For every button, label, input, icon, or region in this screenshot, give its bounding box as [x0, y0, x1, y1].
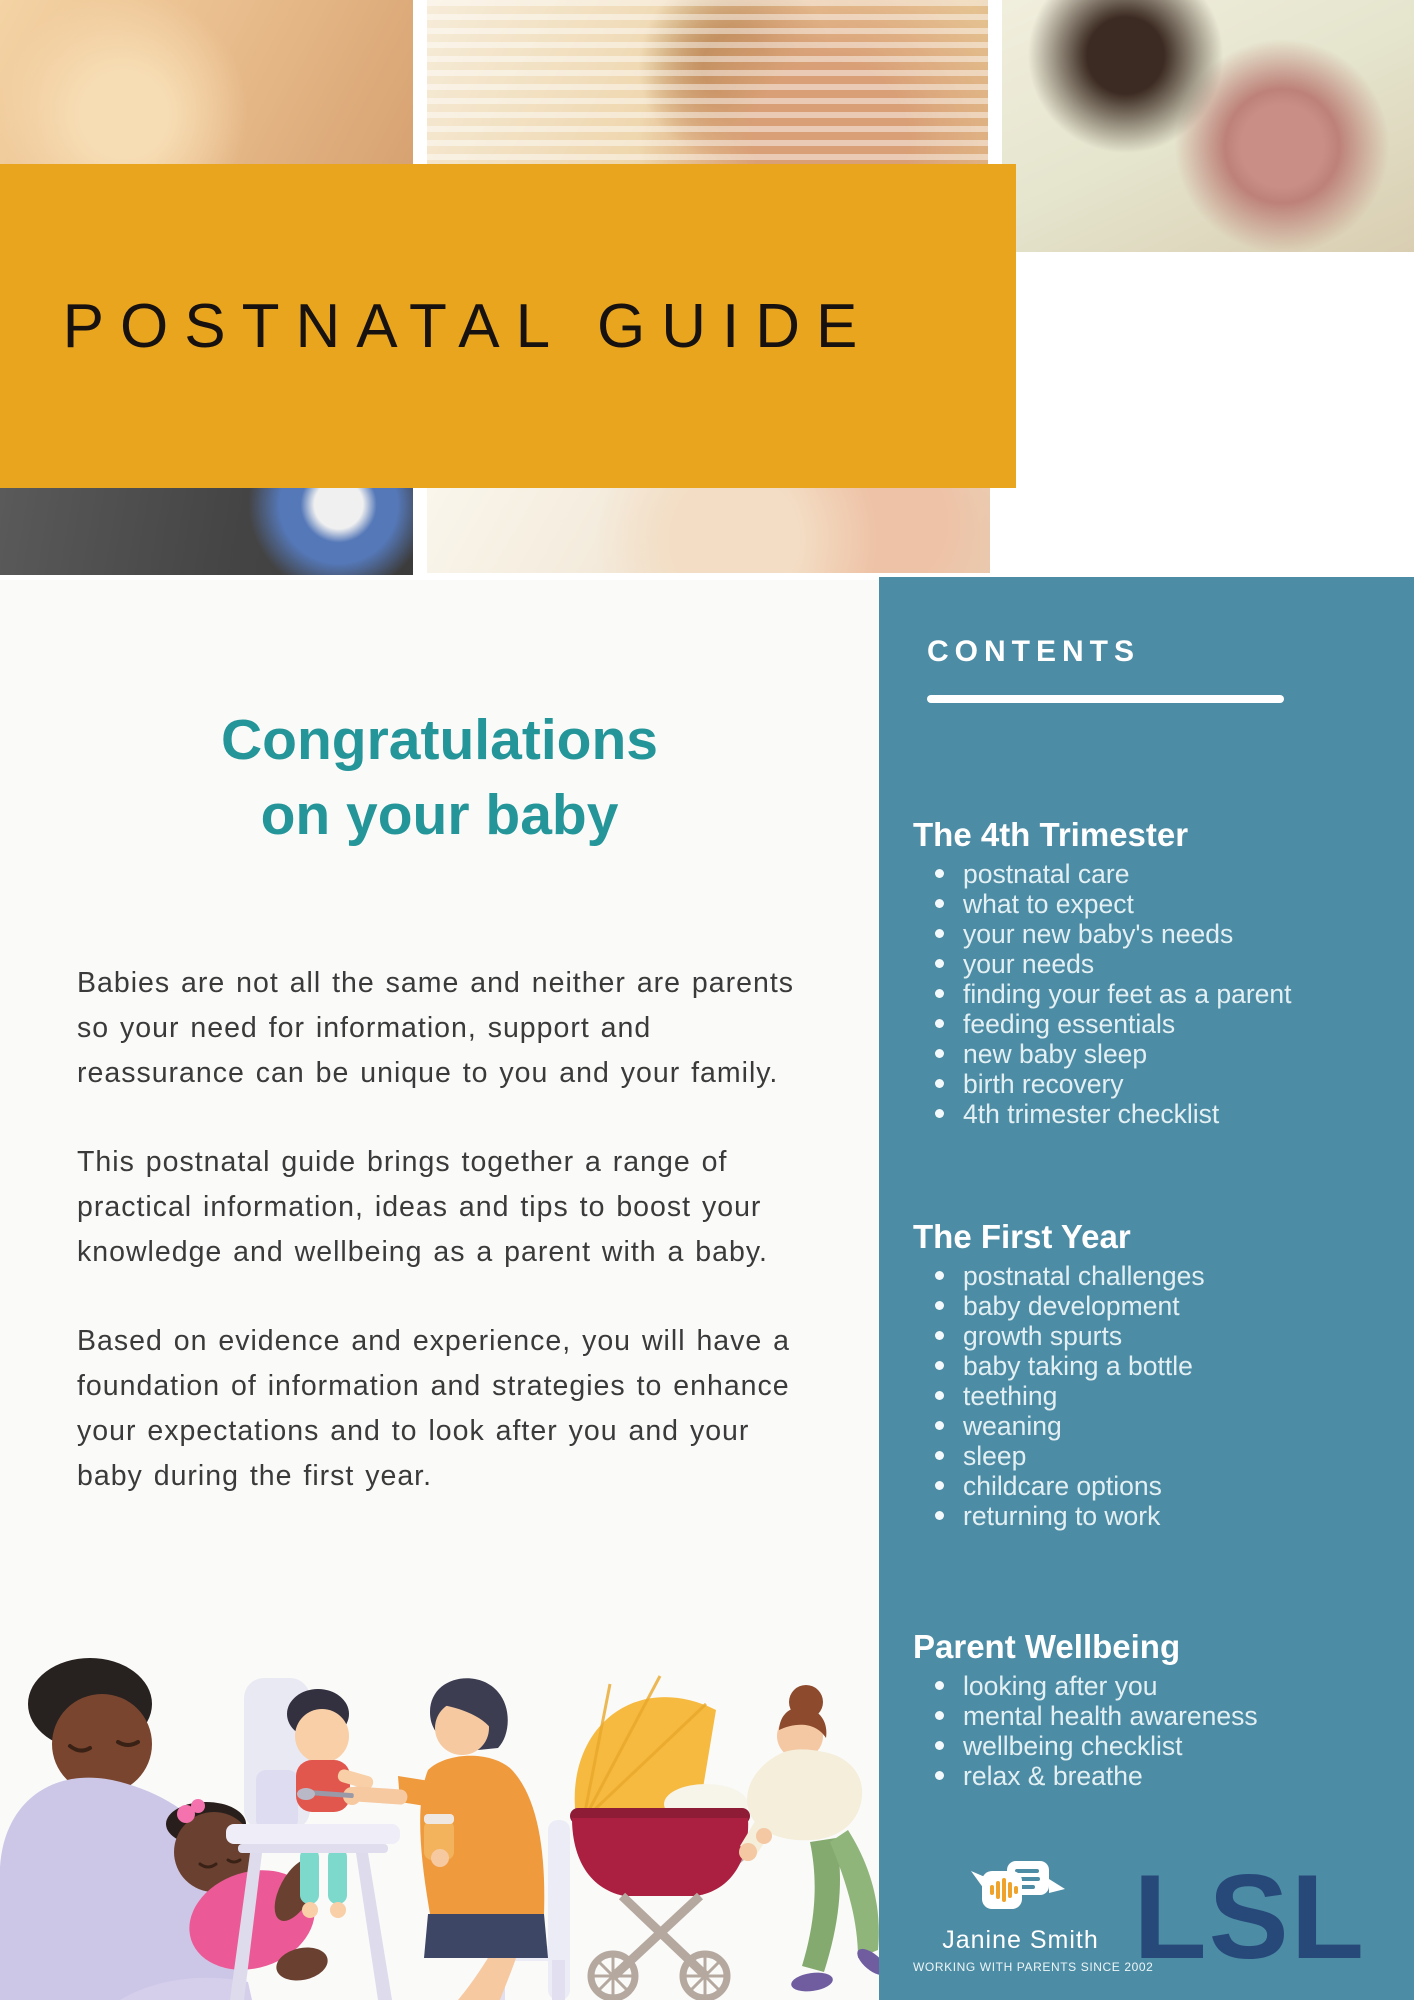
- photo-baby-massage: [427, 0, 988, 164]
- toc-list: [913, 1261, 1374, 1531]
- toc-section-heading: The 4th Trimester: [913, 816, 1189, 853]
- toc-item: sleep: [913, 1441, 1374, 1471]
- toc-list: [913, 859, 1374, 1129]
- toc-item: mental health awareness: [913, 1701, 1374, 1731]
- toc-item: teething: [913, 1381, 1374, 1411]
- contents-title: CONTENTS: [927, 635, 1140, 668]
- toc-item: your new baby's needs: [913, 919, 1374, 949]
- toc-section-4th-trimester: [913, 815, 1374, 1129]
- intro-heading-line2: on your baby: [260, 783, 619, 847]
- photo-newborn-birth: [1002, 0, 1414, 252]
- brand-block: [913, 1859, 1154, 1974]
- photo-couch-fabric: [0, 487, 413, 575]
- toc-item: returning to work: [913, 1501, 1374, 1531]
- toc-item: looking after you: [913, 1671, 1374, 1701]
- photo-nursing-baby: [427, 487, 990, 573]
- toc-item: baby development: [913, 1291, 1374, 1321]
- toc-item: relax & breathe: [913, 1761, 1374, 1791]
- toc-list: [913, 1671, 1374, 1791]
- contents-divider: [927, 695, 1284, 703]
- title-banner: [0, 164, 1016, 488]
- intro-heading-line1: Congratulations: [221, 708, 658, 772]
- intro-paragraph: This postnatal guide brings together a range of practical information, ideas and tips to boost your knowledge and wellbeing as a parent with a baby.: [77, 1146, 768, 1268]
- intro-paragraphs: [77, 961, 825, 1499]
- toc-item: baby taking a bottle: [913, 1351, 1374, 1381]
- toc-item: 4th trimester checklist: [913, 1099, 1374, 1129]
- toc-section-first-year: [913, 1217, 1374, 1531]
- toc-item: childcare options: [913, 1471, 1374, 1501]
- brand-tagline: WORKING WITH PARENTS SINCE 2002: [913, 1960, 1154, 1974]
- toc-section-parent-wellbeing: [913, 1627, 1374, 1791]
- toc-item: weaning: [913, 1411, 1374, 1441]
- toc-item: postnatal care: [913, 859, 1374, 889]
- toc-section-heading: The First Year: [913, 1218, 1131, 1255]
- page-title: POSTNATAL GUIDE: [62, 291, 874, 361]
- brand-name: Janine Smith: [942, 1926, 1099, 1954]
- illustration-parent-with-pram: [570, 1676, 880, 1998]
- lsl-logo: LSL: [1133, 1849, 1366, 1984]
- toc-section-heading: Parent Wellbeing: [913, 1628, 1181, 1665]
- intro-heading: [0, 703, 879, 853]
- photo-hands-on-baby: [0, 0, 413, 164]
- intro-paragraph: Babies are not all the same and neither are parents so your need for information, support and reassurance can be unique to you and your family.: [77, 967, 794, 1089]
- sidebar-footer: [913, 1849, 1366, 1984]
- toc-item: new baby sleep: [913, 1039, 1374, 1069]
- contents-sidebar: [879, 577, 1414, 2000]
- intro-paragraph: Based on evidence and experience, you will have a foundation of information and strategies to enhance your expectations and to look after you and your baby during the first year.: [77, 1325, 791, 1492]
- toc-item: growth spurts: [913, 1321, 1374, 1351]
- speech-bubbles-icon: [969, 1859, 1072, 1917]
- toc-item: feeding essentials: [913, 1009, 1374, 1039]
- photo-baby-face: [1002, 260, 1414, 577]
- toc-item: birth recovery: [913, 1069, 1374, 1099]
- toc-item: finding your feet as a parent: [913, 979, 1374, 1009]
- toc-item: what to expect: [913, 889, 1374, 919]
- family-illustrations: [0, 1652, 880, 2000]
- toc-item: postnatal challenges: [913, 1261, 1374, 1291]
- toc-item: your needs: [913, 949, 1374, 979]
- toc-item: wellbeing checklist: [913, 1731, 1374, 1761]
